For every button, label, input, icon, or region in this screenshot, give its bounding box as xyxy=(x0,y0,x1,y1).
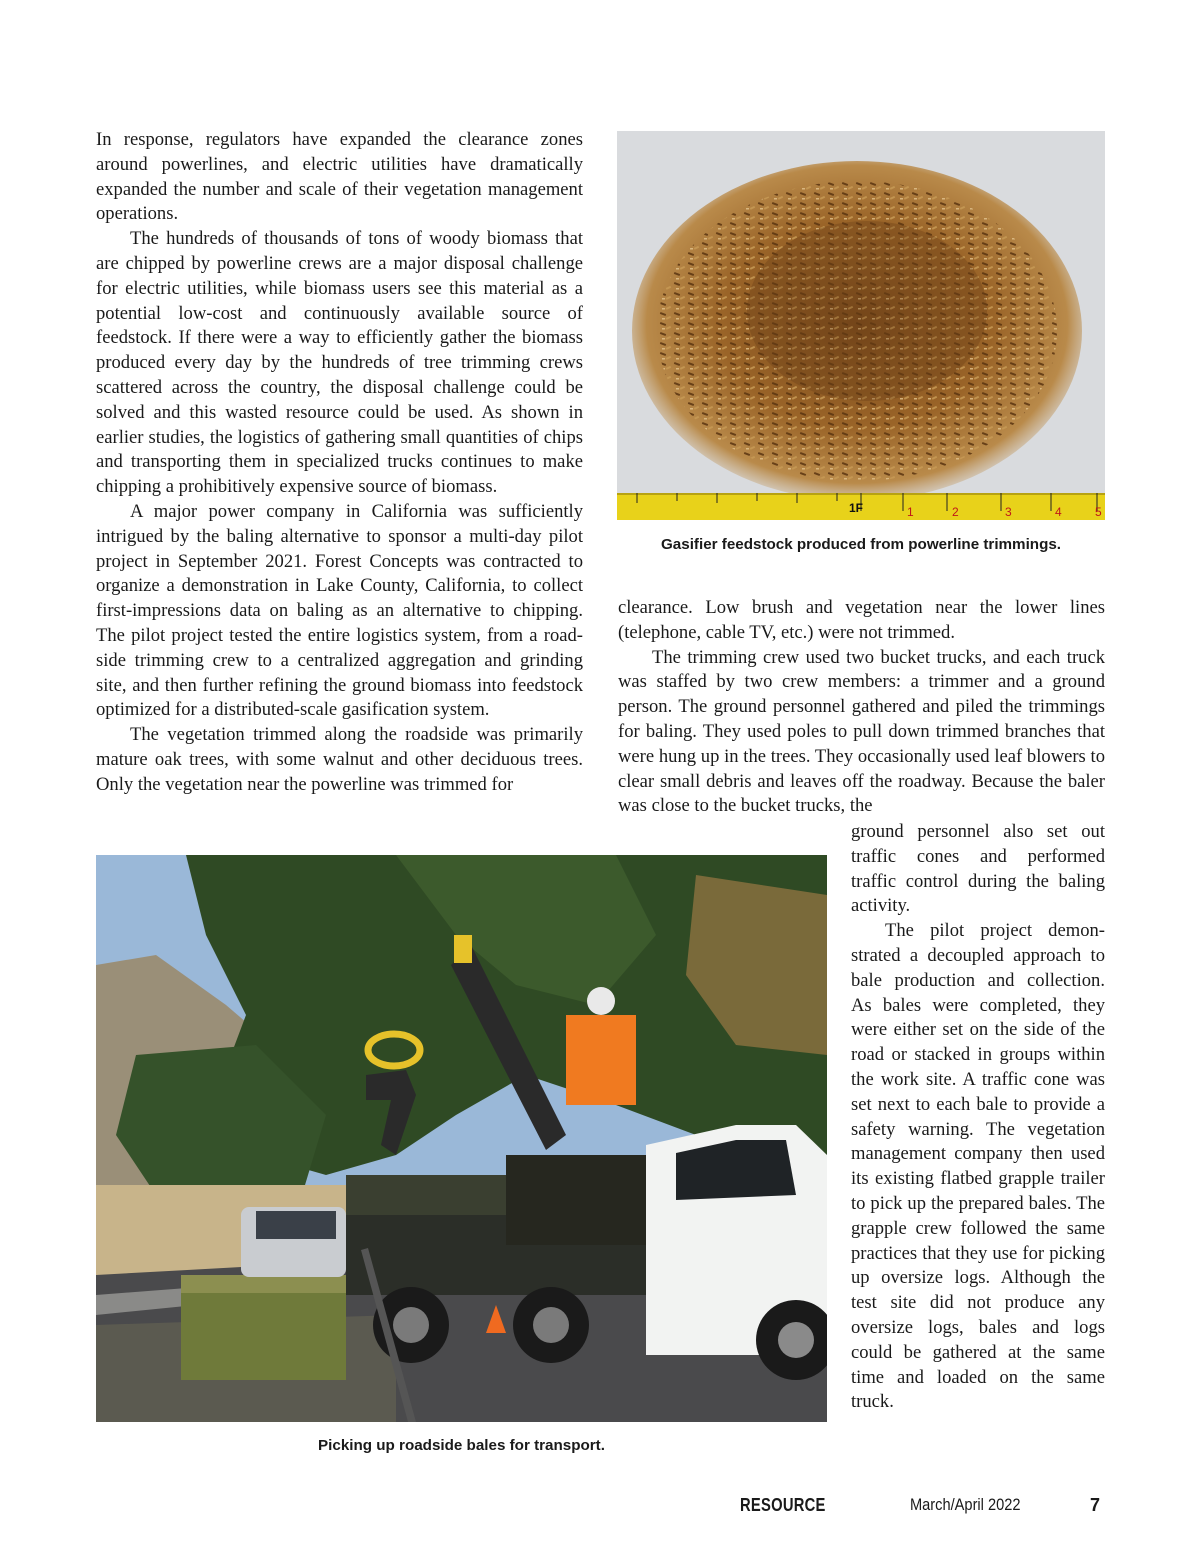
tape-label: 3 xyxy=(1005,505,1012,519)
truck-photo xyxy=(96,855,827,1422)
tape-label: 1 xyxy=(907,505,914,519)
paragraph: The hundreds of thousands of tons of woody biomass that are chipped by powerline crews are a major disposal challenge for electric utilities, while biomass users see this material as a potential low-cost and continuously available source of feedstock. If there were a way to efficiently gather the biomass produced every day by the hundreds of tree trimming crews scattered across the country, the disposal challenge could be solved and this wasted resource could be used. As shown in earlier studies, the logistics of gathering small quantities of chips and transporting them in specialized trucks continues to make chipping a prohibitively expensive source of biomass. xyxy=(96,228,583,498)
paragraph: The vegetation trimmed along the roadside was primarily mature oak trees, with some walnut and other deciduous trees. Only the vegetation near the powerline was trimmed for xyxy=(96,724,583,795)
right-text-column-lower xyxy=(851,820,1105,1415)
tape-label: 1F xyxy=(849,501,864,515)
wood-chips-caption: Gasifier feedstock produced from powerline trimmings. xyxy=(660,536,1062,553)
right-text-column-upper xyxy=(618,596,1105,819)
paragraph: The trimming crew used two bucket trucks, and each truck was staffed by two crew members: a trimmer and a ground person. The ground personnel gathered and piled the trimmings for baling. They used poles to pull down trimmed branches that were hung up in the trees. They occasionally used leaf blowers to clear small debris and leaves off the roadway. Because the baler was close to the bucket trucks, the xyxy=(618,646,1105,817)
paragraph: A major power company in California was sufficiently intrigued by the baling alternative to sponsor a multi-day pilot project in September 2021. Forest Concepts was contracted to organize a demonstration in Lake County, California, to collect first-impressions data on baling as an alternative to chipping. The pilot project tested the entire logistics system, from a roadside trimming crew to a centralized aggregation and grinding site, and then further refining the ground biomass into feedstock optimized for a distributed-scale gasification system. xyxy=(96,500,583,721)
tape-label: 2 xyxy=(952,505,959,519)
footer-issue-date: March/April 2022 xyxy=(910,1495,1021,1514)
tape-label: 5 xyxy=(1095,505,1102,519)
wood-chips-image xyxy=(617,131,1105,520)
paragraph: clearance. Low brush and vegetation near the lower lines (telephone, cable TV, etc.) were not trimmed. xyxy=(618,597,1105,643)
truck-grapple-image xyxy=(96,855,827,1422)
truck-caption: Picking up roadside bales for transport. xyxy=(318,1437,605,1454)
paragraph: In response, regulators have expanded the clearance zones around powerlines, and electric utilities have dramatically expanded the number and scale of their vegetation management operations. xyxy=(96,129,583,225)
footer-magazine-name: RESOURCE xyxy=(740,1495,826,1515)
wood-chips-photo xyxy=(617,131,1105,520)
paragraph: The pilot project demonstrated a decoupled approach to bale production and collection. As bales were completed, they were either set on the side of the road or stacked in groups within the work site. A traffic cone was set next to each bale to provide a safety warning. The vegetation management company then used its existing flatbed grapple trailer to pick up the prepared bales. The grapple crew followed the same practices that they use for picking up oversize logs. Although the test site did not produce any oversize logs, bales and logs could be gathered at the same time and loaded on the same truck. xyxy=(851,920,1105,1413)
left-text-column xyxy=(96,128,583,798)
paragraph: ground personnel also set out traffic cones and performed traffic control during the baling activity. xyxy=(851,821,1105,917)
footer-page-number: 7 xyxy=(1090,1495,1101,1515)
tape-label: 4 xyxy=(1055,505,1062,519)
